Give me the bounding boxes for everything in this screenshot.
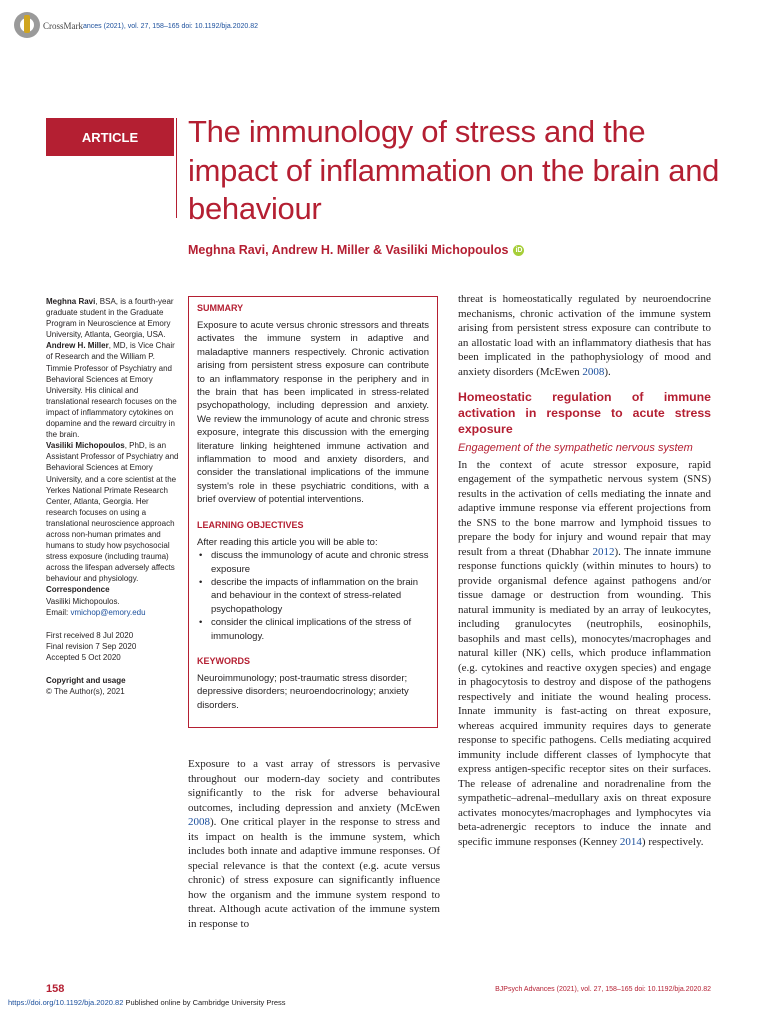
- summary-text: Exposure to acute versus chronic stressors and threats activates the immune system in adaptive and maladaptive manners respectively. Chronic activation arising from persistent stress exposure can contribute to an inflammatory response in the periphery and in the brain that has been implicated in stress-related psychopathology, including depression and anxiety. We review the immunology of acute and chronic stress exposure, integrate this discussion with the emerging literature linking heightened immune activation and inflammation to mood and anxiety disorders, and consider the translational implications of the immune system's role in these psychiatric conditions, with a brief overview of potential interventions.: [197, 320, 429, 506]
- ref-link[interactable]: 2008: [582, 365, 605, 378]
- body-paragraph: [458, 458, 711, 850]
- intro-text-1: Exposure to a vast array of stressors is pervasive throughout our modern-day society and contributes significantly to the risk for adverse behavioural outcomes, including depression and anxiety (McEwen: [188, 758, 440, 814]
- doi-link[interactable]: https://doi.org/10.1192/bja.2020.82: [8, 998, 124, 1007]
- correspondence-email: [46, 607, 179, 618]
- ref-link[interactable]: 2014: [619, 835, 642, 848]
- bio-ravi: [46, 296, 179, 340]
- ref-link[interactable]: 2008: [188, 816, 210, 828]
- bio-michopoulos: [46, 440, 179, 584]
- first-received: First received 8 Jul 2020: [46, 630, 134, 640]
- continued-paragraph: [458, 292, 711, 379]
- summary-heading: SUMMARY: [197, 303, 244, 313]
- ref-link[interactable]: 2012: [592, 545, 615, 558]
- footer-publication: [8, 998, 286, 1007]
- orcid-icon[interactable]: iD: [515, 246, 523, 254]
- objective-item: • discuss the immunology of acute and chronic stress exposure: [197, 549, 429, 576]
- bio-miller-text: , MD, is Vice Chair of Research and the William P. Timmie Professor of Psychiatry and Behavioral Sciences at Emory University. His clinical and translational research focuses on the impact of inflammatory cytokines on dopamine and the reward circuitry in the brain.: [46, 341, 177, 440]
- copyright-heading: Copyright and usage: [46, 676, 126, 685]
- bio-miller-name: Andrew H. Miller: [46, 341, 109, 351]
- objectives-list: [197, 549, 429, 643]
- page-number: 158: [46, 983, 65, 995]
- crossmark-label: CrossMark: [43, 21, 83, 31]
- copyright-block: [46, 675, 179, 697]
- cont-text-2: ).: [604, 365, 611, 378]
- objectives-intro: After reading this article you will be able to:: [197, 536, 378, 548]
- keywords-text: Neuroimmunology; post-traumatic stress disorder; depressive disorders; neuroendocrinology; anxiety disorders.: [197, 672, 409, 711]
- objectives-heading: LEARNING OBJECTIVES: [197, 519, 304, 530]
- summary-box: [188, 296, 438, 728]
- author-bios: [46, 296, 179, 697]
- article-dates: [46, 630, 179, 663]
- correspondence-heading-text: Correspondence: [46, 585, 110, 595]
- email-label: Email:: [46, 607, 71, 617]
- copyright-text: © The Author(s), 2021: [46, 687, 125, 697]
- body-text-1: In the context of acute stressor exposure, rapid engagement of the sympathetic nervous system (SNS) results in the activation of cells mediating the innate and adaptive immune response via efferent projections from the SNS to the bone marrow and lymphoid tissues to prepare the body for injury and wound repair that may result from a threat (Dhabhar: [458, 458, 711, 558]
- objective-item: • consider the clinical implications of the stress of immunology.: [197, 616, 429, 643]
- section-heading: Homeostatic regulation of immune activation in response to acute stress exposure: [458, 390, 711, 436]
- bio-michopoulos-text: , PhD, is an Assistant Professor of Psychiatry and Behavioral Sciences at Emory University, and a core scientist at the Yerkes National Primate Research Center, Atlanta, Georgia. Her research focuses on using a translational neuroscience approach across non-human primates and humans to study how psychosocial stress exposure (including trauma) across the lifespan adversely affects behaviour and physiology.: [46, 441, 179, 584]
- bio-ravi-text: , BSA, is a fourth-year graduate student in the Graduate Program in Neuroscience at Emory University, Atlanta, Georgia, USA.: [46, 297, 174, 340]
- footer-citation: BJPsych Advances (2021), vol. 27, 158–165 doi: 10.1192/bja.2020.82: [495, 986, 711, 993]
- intro-paragraph: [188, 757, 440, 931]
- right-column: [458, 292, 711, 849]
- article-title: The immunology of stress and the impact of inflammation on the brain and behaviour: [188, 114, 720, 226]
- header-journal-ref[interactable]: ances (2021), vol. 27, 158–165 doi: 10.1192/bja.2020.82: [83, 23, 259, 30]
- subsection-heading: Engagement of the sympathetic nervous system: [458, 442, 693, 454]
- author-list: [188, 243, 524, 257]
- final-revision: Final revision 7 Sep 2020: [46, 641, 137, 651]
- authors-text: Meghna Ravi, Andrew H. Miller & Vasiliki Michopoulos: [188, 243, 509, 257]
- crossmark-header: [14, 10, 258, 40]
- keywords-heading: KEYWORDS: [197, 655, 251, 666]
- title-divider: [176, 118, 177, 218]
- bio-miller: [46, 340, 179, 440]
- crossmark-logo-icon[interactable]: [14, 12, 40, 38]
- published-text: Published online by Cambridge University Press: [123, 998, 286, 1007]
- email-link[interactable]: vmichop@emory.edu: [70, 607, 146, 617]
- bio-michopoulos-name: Vasiliki Michopoulos: [46, 441, 125, 451]
- objective-item: • describe the impacts of inflammation on the brain and behaviour in the context of stress-related psychopathology: [197, 576, 429, 616]
- body-text-2: ). The innate immune response functions quickly (within minutes to hours) to provide organismal defence against pathogens and/or tissue damage or destruction from wounding. This natural immunity is mediated by an array of leukocytes, including granulocytes (neutrophils, eosinophils, basophils and mast cells), monocytes/macrophages and natural killer (NK) cells, which produce inflammation (e.g. cytokines and reactive oxygen species) and engage in phagocytosis to destroy and dispose of the pathogens respectively and initiate the wound healing process. Innate immunity is fast-acting on threat exposure, whereas acquired immunity requires days to generate response to specific pathogens. Cells mediating acquired immunity include different classes of lymphocyte that express antigen-specific receptor sites on their surfaces. The release of adrenaline and noradrenaline from the sympathetic–adrenal–medullary axis on threat exposure activates monocytes/macrophages and lymphocytes via beta-adrenergic receptors to induce the innate and specific immune responses (Kenney: [458, 545, 711, 848]
- article-type-tag: ARTICLE: [46, 118, 174, 156]
- bio-ravi-name: Meghna Ravi: [46, 297, 96, 306]
- correspondence-heading: [46, 584, 179, 595]
- accepted-date: Accepted 5 Oct 2020: [46, 652, 121, 662]
- cont-text-1: threat is homeostatically regulated by neuroendocrine mechanisms, chronic activation of the immune system arising from persistent stress exposure can contribute to an allostatic load with an inflammatory diathesis that has been implicated in the pathophysiology of mood and anxiety disorders (McEwen: [458, 293, 711, 378]
- intro-text-2: ). One critical player in the response to stress and its impact on health is the immune system, which includes both innate and adaptive immune responses. Of special relevance is that the context (e.g. acute versus chronic) of stress exposure can significantly influence how the organism and the immune system respond to threat. Although acute activation of the immune system in response to: [188, 816, 440, 930]
- correspondence-name: Vasiliki Michopoulos.: [46, 596, 120, 606]
- body-text-3: ) respectively.: [641, 835, 704, 848]
